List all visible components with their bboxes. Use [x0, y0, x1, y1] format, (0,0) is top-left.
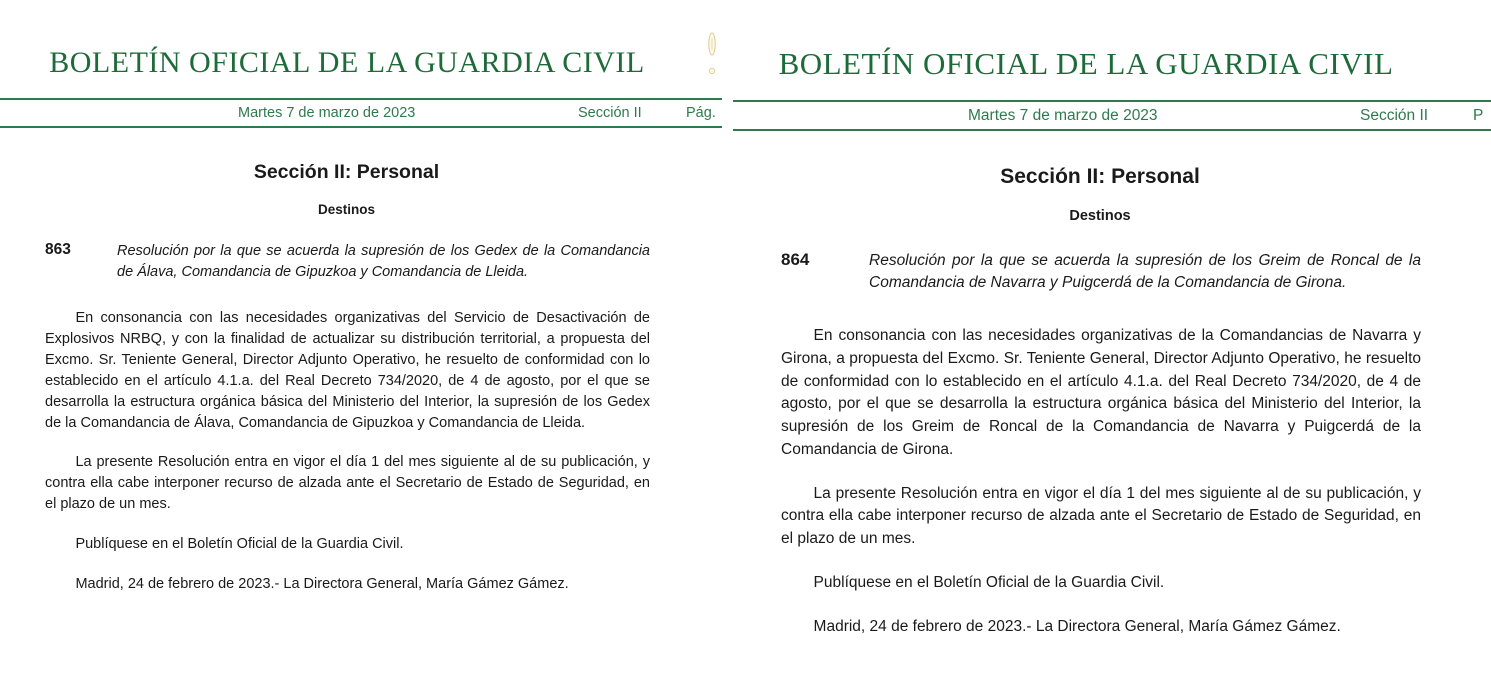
- paragraph: Publíquese en el Boletín Oficial de la Guardia Civil.: [813, 573, 1165, 591]
- header-page-label-right: P: [1473, 106, 1484, 124]
- header-section-left: Sección II: [578, 105, 642, 121]
- document-page-right: [733, 0, 1491, 678]
- paragraph: La presente Resolución entra en vigor el día 1 del mes siguiente al de su publicación, y contra ella cabe interponer recurso de alzada ante el Secretario de Estado de Seguridad, en el plazo de un mes.: [781, 484, 1421, 548]
- entry-heading-right: Resolución por la que se acuerda la supresión de los Greim de Roncal de la Comandancia de Navarra y Puigcerdá de la Comandancia de Girona.: [869, 252, 1421, 292]
- page-header-band-right: [733, 100, 1491, 131]
- entry-heading-left: Resolución por la que se acuerda la supresión de los Gedex de la Comandancia de Álava, Comandancia de Gipuzkoa y Comandancia de Lleida.: [117, 243, 650, 280]
- paragraph: Publíquese en el Boletín Oficial de la Guardia Civil.: [75, 536, 404, 553]
- page-body-right: [733, 165, 1491, 639]
- paragraph: La presente Resolución entra en vigor el día 1 del mes siguiente al de su publicación, y contra ella cabe interponer recurso de alzada ante el Secretario de Estado de Seguridad, en el plazo de un mes.: [45, 454, 650, 513]
- page-header-band-left: [0, 98, 722, 128]
- entry-number-right: 864: [781, 250, 810, 269]
- entry-right: [781, 250, 1449, 295]
- document-page-left: [0, 0, 722, 678]
- section-title-left: Sección II: Personal: [253, 161, 440, 183]
- paragraph-signature: Madrid, 24 de febrero de 2023.- La Directora General, María Gámez Gámez.: [813, 617, 1341, 635]
- masthead-title-left: BOLETÍN OFICIAL DE LA GUARDIA CIVIL: [49, 46, 645, 79]
- paragraph: En consonancia con las necesidades organizativas de la Comandancias de Navarra y Girona, a propuesta del Excmo. Sr. Teniente General, Director Adjunto Operativo, he resuelto de conformidad con lo establecido en el artículo 4.1.a. del Real Decreto 734/2020, de 4 de agosto, por el que se desarrolla la estructura orgánica básica del Ministerio del Interior, la supresión de los Greim de Roncal de la Comandancia de Navarra y Puigcerdá de la Comandancia de Girona.: [781, 326, 1421, 458]
- guardia-civil-emblem-icon: [704, 26, 720, 88]
- entry-left: [45, 241, 650, 282]
- paragraph-signature: Madrid, 24 de febrero de 2023.- La Directora General, María Gámez Gámez.: [75, 575, 569, 592]
- paragraph: En consonancia con las necesidades organizativas del Servicio de Desactivación de Explosivos NRBQ, y con la finalidad de actualizar su distribución territorial, a propuesta del Excmo. Sr. Teniente General, Director Adjunto Operativo, he resuelto de conformidad con lo establecido en el artículo 4.1.a. del Real Decreto 734/2020, de 4 de agosto, por el que se desarrolla la estructura orgánica básica del Ministerio del Interior, la supresión de los Gedex de la Comandancia de Álava, Comandancia de Gipuzkoa y Comandancia de Lleida.: [45, 310, 650, 431]
- section-title-right: Sección II: Personal: [1000, 165, 1200, 188]
- header-page-label-left: Pág.: [686, 105, 716, 121]
- masthead-title-right: BOLETÍN OFICIAL DE LA GUARDIA CIVIL: [778, 46, 1394, 81]
- subsection-title-right: Destinos: [1069, 208, 1131, 224]
- entry-number-left: 863: [45, 241, 71, 258]
- header-date-left: Martes 7 de marzo de 2023: [238, 105, 416, 121]
- header-section-right: Sección II: [1360, 106, 1429, 124]
- subsection-title-left: Destinos: [317, 202, 375, 217]
- header-date-right: Martes 7 de marzo de 2023: [968, 106, 1158, 124]
- page-body-left: [0, 161, 722, 595]
